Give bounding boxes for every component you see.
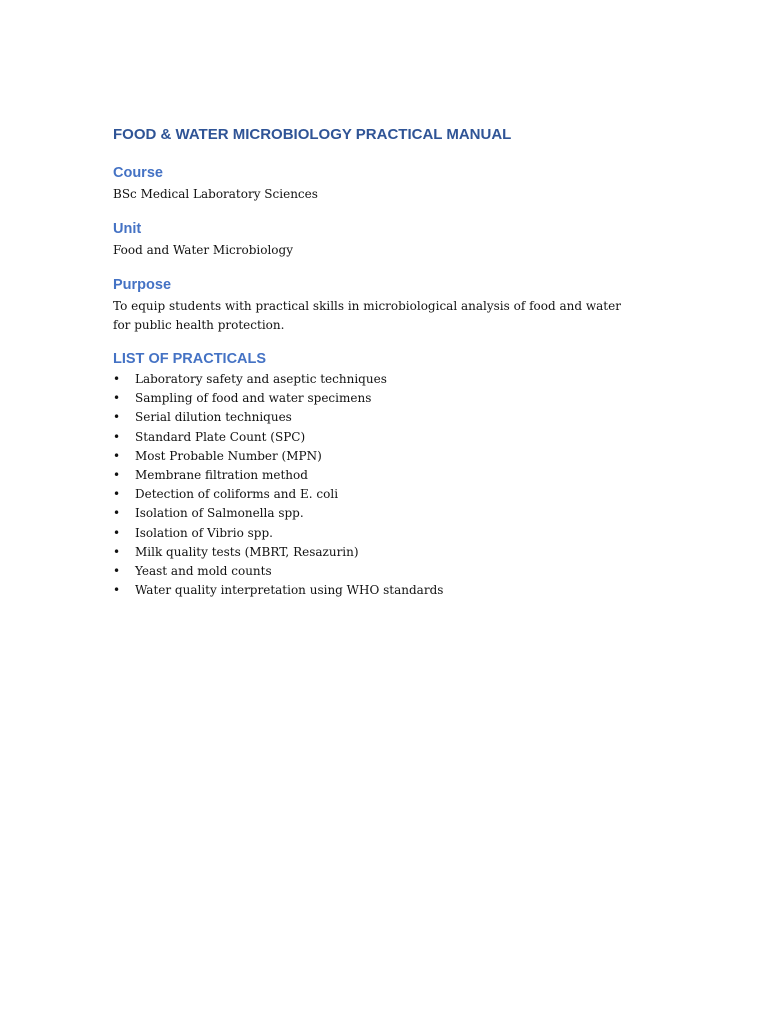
bullet-icon: • [113, 583, 121, 598]
bullet-icon: • [113, 487, 121, 502]
document-title: FOOD & WATER MICROBIOLOGY PRACTICAL MANUAL [113, 126, 512, 143]
practical-item-label: Detection of coliforms and E. coli [135, 487, 339, 502]
practical-item-label: Water quality interpretation using WHO standards [135, 583, 444, 598]
practical-item-label: Laboratory safety and aseptic techniques [135, 372, 387, 386]
bullet-icon: • [113, 372, 121, 386]
practicals-heading: LIST OF PRACTICALS [113, 351, 267, 367]
bullet-icon: • [113, 506, 121, 521]
practical-item [113, 562, 653, 581]
practical-item [113, 485, 653, 504]
practical-item [113, 504, 653, 523]
course-text: BSc Medical Laboratory Sciences [113, 187, 318, 201]
practical-item [113, 408, 653, 427]
course-heading: Course [113, 165, 163, 181]
bullet-icon: • [113, 429, 121, 444]
bullet-icon: • [113, 391, 121, 406]
practical-item-label: Membrane filtration method [135, 468, 308, 483]
practical-item-label: Most Probable Number (MPN) [135, 448, 322, 463]
purpose-text: To equip students with practical skills in microbiological analysis of food and water for public health protection. [113, 299, 621, 332]
practical-item-label: Isolation of Vibrio spp. [135, 525, 273, 540]
practical-item [113, 370, 653, 389]
practical-item-label: Yeast and mold counts [135, 564, 272, 579]
practical-item-label: Milk quality tests (MBRT, Resazurin) [135, 544, 359, 559]
practical-item [113, 581, 653, 600]
practical-item-label: Standard Plate Count (SPC) [135, 429, 306, 444]
bullet-icon: • [113, 448, 121, 463]
practical-item-label: Isolation of Salmonella spp. [135, 506, 304, 521]
bullet-icon: • [113, 468, 121, 483]
practical-item [113, 543, 653, 562]
bullet-icon: • [113, 525, 121, 540]
document-content [113, 124, 653, 600]
unit-heading: Unit [113, 221, 142, 237]
practical-item [113, 389, 653, 408]
practical-item [113, 524, 653, 543]
bullet-icon: • [113, 564, 121, 579]
unit-text: Food and Water Microbiology [113, 243, 293, 257]
practicals-list [113, 370, 653, 600]
bullet-icon: • [113, 544, 121, 559]
practical-item [113, 428, 653, 447]
practical-item [113, 447, 653, 466]
purpose-heading: Purpose [113, 277, 172, 293]
practical-item [113, 466, 653, 485]
practical-item-label: Sampling of food and water specimens [135, 391, 372, 406]
practical-item-label: Serial dilution techniques [135, 410, 292, 425]
bullet-icon: • [113, 410, 121, 425]
